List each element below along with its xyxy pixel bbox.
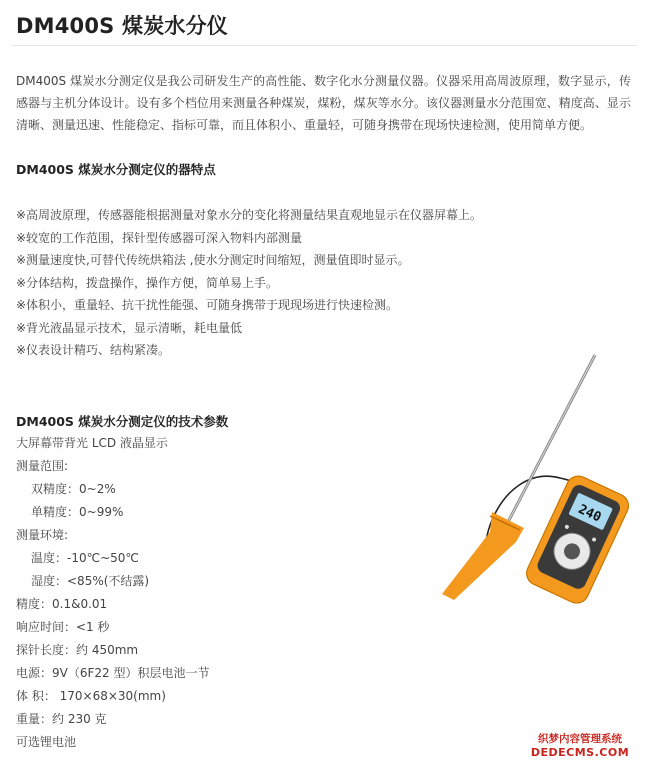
spec-item: 大屏幕带背光 LCD 液晶显示	[16, 436, 168, 450]
meter-reading: 240	[575, 501, 604, 526]
moisture-meter-image	[420, 350, 630, 620]
feature-item: ※较宽的工作范围，探针型传感器可深入物料内部测量	[16, 230, 303, 245]
features-list	[16, 204, 482, 362]
watermark-line-2: DEDECMS.COM	[530, 746, 630, 759]
spec-item: 测量范围:	[16, 459, 69, 473]
spec-item: 电源：9V（6F22 型）积层电池一节	[16, 666, 210, 680]
page-title: DM400S 煤炭水分仪	[16, 14, 228, 38]
spec-item: 测量环境:	[16, 528, 69, 542]
watermark	[521, 733, 639, 760]
spec-item: 可选锂电池	[16, 735, 77, 749]
feature-item: ※背光液晶显示技术，显示清晰，耗电量低	[16, 320, 243, 335]
feature-item: ※测量速度快,可替代传统烘箱法 ,使水分测定时间缩短，测量值即时显示。	[16, 253, 410, 267]
feature-item: ※高周波原理，传感器能根据测量对象水分的变化将测量结果直观地显示在仪器屏幕上。	[16, 208, 483, 222]
spec-item: 温度：-10℃~50℃	[31, 551, 139, 565]
spec-item: 响应时间：<1 秒	[16, 620, 110, 634]
title-divider	[12, 45, 637, 46]
spec-item: 重量：约 230 克	[16, 712, 107, 726]
intro-paragraph: DM400S 煤炭水分测定仪是我公司研发生产的高性能、数字化水分测量仪器。仪器采用高周波原理，数字显示，传感器与主机分体设计。设有多个档位用来测量各种煤炭，煤粉，煤灰等水分。该仪器测量水分范围宽、精度高、显示清晰、测量迅速、性能稳定、指标可靠，而且体积小、重量轻，可随身携带在现场快速检测，使用简单方便。	[16, 74, 631, 132]
spec-item: 湿度：<85%(不结露)	[31, 574, 150, 588]
feature-item: ※仪表设计精巧、结构紧凑。	[16, 343, 171, 357]
spec-item: 体 积： 170×68×30(mm)	[16, 689, 166, 703]
features-heading: DM400S 煤炭水分测定仪的器特点	[16, 162, 216, 177]
feature-item: ※体积小，重量轻、抗干扰性能强、可随身携带于现现场进行快速检测。	[16, 298, 399, 312]
probe-handle	[442, 512, 524, 600]
spec-item: 精度：0.1&0.01	[16, 597, 108, 611]
specs-heading: DM400S 煤炭水分测定仪的技术参数	[16, 414, 229, 429]
spec-item: 双精度：0~2%	[31, 482, 116, 496]
specs-list	[16, 432, 209, 754]
watermark-line-1: 织梦内容管理系统	[538, 733, 622, 745]
meter-body	[523, 472, 630, 607]
spec-item: 探针长度：约 450mm	[16, 643, 139, 657]
feature-item: ※分体结构，拨盘操作，操作方便，简单易上手。	[16, 275, 279, 290]
spec-item: 单精度：0~99%	[31, 505, 124, 519]
